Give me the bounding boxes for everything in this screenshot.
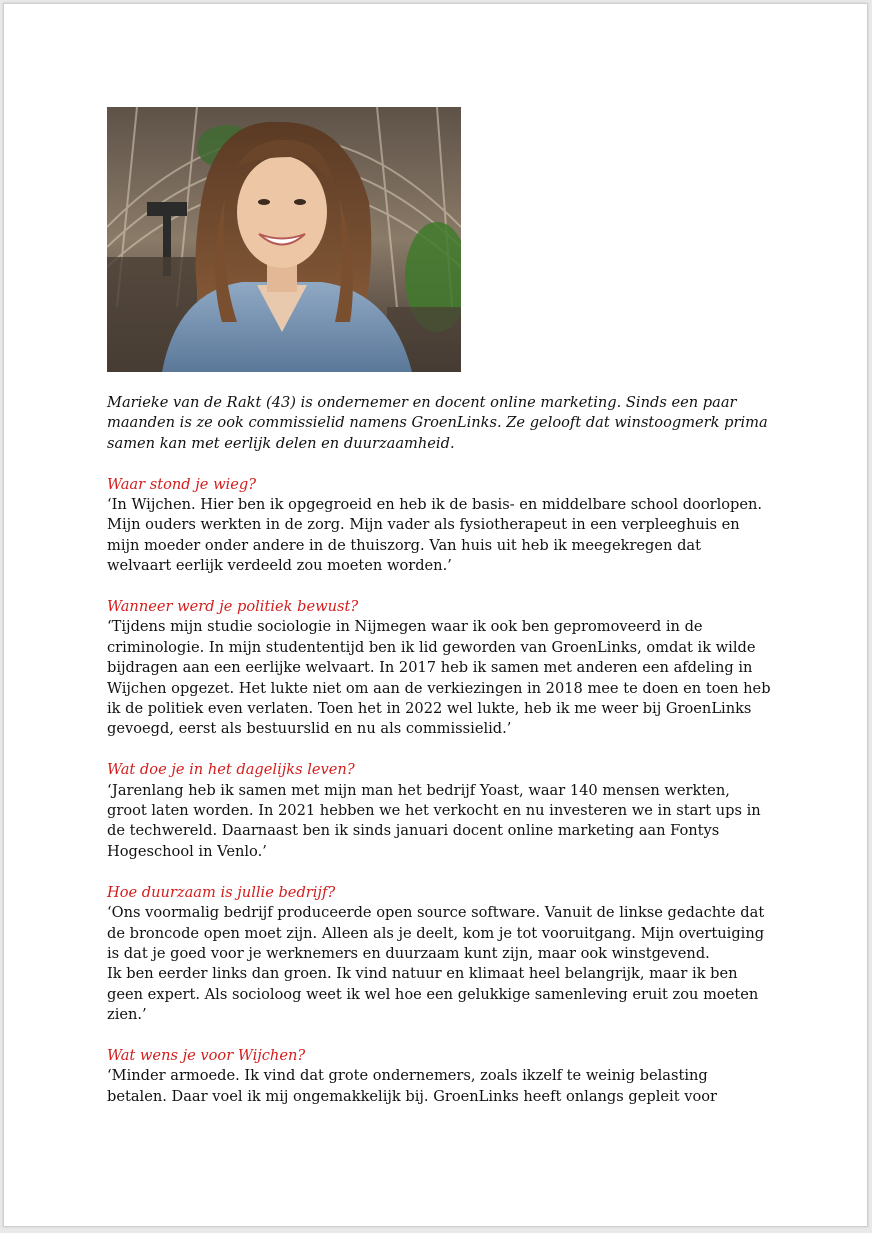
intro-paragraph: Marieke van de Rakt (43) is ondernemer en docent online marketing. Sinds een paar maanden is ze ook commissielid namens GroenLinks. Ze gelooft dat winstoogmerk prima samen kan met eerlijk delen en duurzaamheid. [107, 394, 768, 452]
qa-section [107, 597, 772, 740]
qa-section [107, 760, 772, 862]
question-heading: Wat wens je voor Wijchen? [107, 1046, 306, 1064]
portrait-photo [107, 107, 461, 372]
qa-section [107, 1046, 772, 1107]
answer-paragraph: ‘Tijdens mijn studie sociologie in Nijmegen waar ik ook ben gepromoveerd in de criminologie. In mijn studententijd ben ik lid geworden van GroenLinks, omdat ik wilde bijdragen aan een eerlijke welvaart. In 2017 heb ik samen met anderen een afdeling in Wijchen opgezet. Het lukte niet om aan de verkiezingen in 2018 mee te doen en toen heb ik de politiek even verlaten. Toen het in 2022 wel lukte, heb ik me weer bij GroenLinks gevoegd, eerst als bestuurslid en nu als commissielid.’ [107, 618, 771, 738]
answer-paragraph: ‘Jarenlang heb ik samen met mijn man het bedrijf Yoast, waar 140 mensen werkten, groot laten worden. In 2021 hebben we het verkocht en nu investeren we in start ups in de techwereld. Daarnaast ben ik sinds januari docent online marketing aan Fontys Hogeschool in Venlo.’ [107, 781, 761, 860]
question-heading: Wat doe je in het dagelijks leven? [107, 761, 355, 779]
answer-paragraph: ‘Minder armoede. Ik vind dat grote ondernemers, zoals ikzelf te weinig belasting betalen. Daar voel ik mij ongemakkelijk bij. GroenLinks heeft onlangs gepleit voor [107, 1067, 717, 1105]
qa-section [107, 883, 772, 1026]
portrait-image [107, 107, 461, 372]
article-body [107, 393, 772, 1128]
qa-section [107, 475, 772, 577]
document-page [3, 3, 868, 1227]
answer-paragraph: ‘In Wijchen. Hier ben ik opgegroeid en heb ik de basis- en middelbare school doorlopen. Mijn ouders werkten in de zorg. Mijn vader als fysiotherapeut in een verpleeghuis en mijn moeder onder andere in de thuiszorg. Van huis uit heb ik meegekregen dat welvaart eerlijk verdeeld zou moeten worden.’ [107, 496, 763, 575]
answer-paragraph: ‘Ons voormalig bedrijf produceerde open source software. Vanuit de linkse gedachte dat de broncode open moet zijn. Alleen als je deelt, kom je tot vooruitgang. Mijn overtuiging is dat je goed voor je werknemers en duurzaam kunt zijn, maar ook winstgevend. Ik ben eerder links dan groen. Ik vind natuur en klimaat heel belangrijk, maar ik ben geen expert. Als socioloog weet ik wel hoe een gelukkige samenleving eruit zou moeten zien.’ [107, 904, 765, 1024]
question-heading: Waar stond je wieg? [107, 475, 257, 493]
question-heading: Hoe duurzaam is jullie bedrijf? [107, 883, 336, 901]
question-heading: Wanneer werd je politiek bewust? [107, 598, 359, 616]
